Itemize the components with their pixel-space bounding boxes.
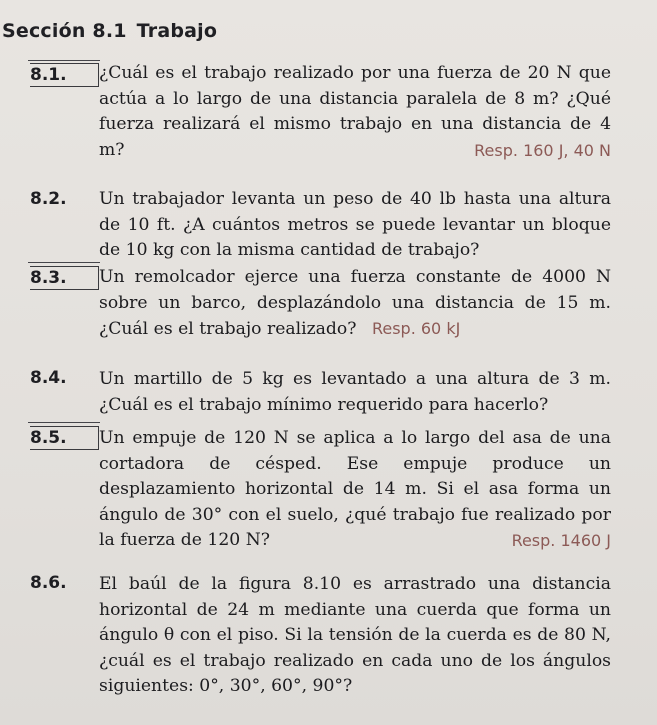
margin-rule: [28, 422, 100, 423]
problem-statement: Un trabajador levanta un peso de 40 lb hasta una altura de 10 ft. ¿A cuántos metros se puede levantar un bloque de 10 kg con la misma cantidad de trabajo?: [99, 189, 611, 260]
problem-number: 8.6.: [30, 573, 67, 593]
problem-statement: Un martillo de 5 kg es levantado a una altura de 3 m. ¿Cuál es el trabajo mínimo requerido para hacerlo?: [99, 369, 611, 415]
problem-text: [99, 426, 611, 554]
problem-number: 8.2.: [30, 189, 67, 209]
section-name: Trabajo: [136, 20, 218, 42]
answer: Resp. 1460 J: [511, 531, 611, 550]
problem-number: 8.1.: [30, 63, 99, 87]
problem-text: [99, 572, 611, 700]
problem-statement: ¿Cuál es el trabajo realizado por una fuerza de 20 N que actúa a lo largo de una distancia paralela de 8 m? ¿Qué fuerza realizará el mismo trabajo en una distancia de 4 m?: [99, 63, 611, 160]
problem-text: [99, 367, 611, 418]
problem-statement: Un remolcador ejerce una fuerza constante de 4000 N sobre un barco, desplazándolo una distancia de 15 m. ¿Cuál es el trabajo realizado?: [99, 267, 611, 339]
answer: Resp. 60 kJ: [371, 319, 461, 338]
problem-text: [99, 187, 611, 264]
section-heading: [2, 20, 217, 42]
problem-number: 8.5.: [30, 426, 99, 450]
problem-number: 8.4.: [30, 368, 67, 388]
margin-rule: [28, 262, 100, 263]
problem-text: [99, 61, 611, 163]
problem-number: 8.3.: [30, 266, 99, 290]
problem-statement: El baúl de la figura 8.10 es arrastrado una distancia horizontal de 24 m mediante una cuerda que forma un ángulo θ con el piso. Si la tensión de la cuerda es de 80 N, ¿cuál es el trabajo realizado en cada uno de los ángulos siguientes: 0°, 30°, 60°, 90°?: [99, 574, 611, 696]
section-number: Sección 8.1: [2, 20, 127, 42]
answer: Resp. 160 J, 40 N: [474, 140, 611, 160]
problem-statement: Un empuje de 120 N se aplica a lo largo del asa de una cortadora de césped. Ese empuje produce un desplazamiento horizontal de 14 m. Si el asa forma un ángulo de 30° con el suelo, ¿qué trabajo fue realizado por la fuerza de 120 N?: [99, 428, 611, 550]
margin-rule: [28, 60, 100, 61]
problem-text: [99, 265, 611, 343]
